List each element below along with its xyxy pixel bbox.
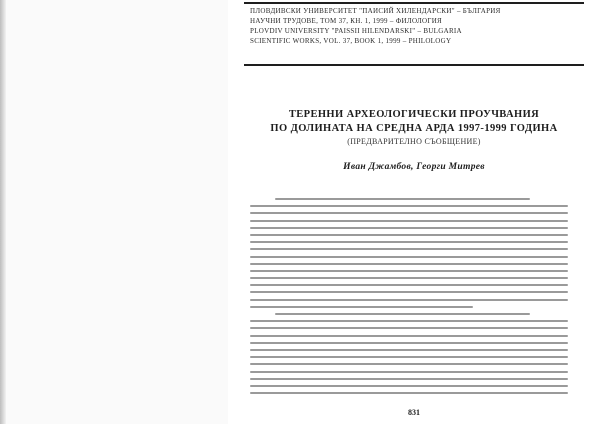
header-line-3: PLOVDIV UNIVERSITY "PAISSII HILENDARSKI" – BULGARIA bbox=[250, 27, 462, 35]
body-text-line bbox=[250, 342, 568, 344]
body-text-line bbox=[275, 198, 529, 200]
journal-page bbox=[228, 0, 600, 424]
header-line-2: НАУЧНИ ТРУДОВЕ, ТОМ 37, КН. 1, 1999 – ФИЛОЛОГИЯ bbox=[250, 17, 443, 25]
header-bottom-rule bbox=[244, 64, 584, 66]
body-text-line bbox=[250, 220, 568, 222]
article-subtitle: (ПРЕДВАРИТЕЛНО СЪОБЩЕНИЕ) bbox=[347, 137, 481, 146]
body-text-line bbox=[250, 299, 568, 301]
body-text-line bbox=[250, 392, 568, 394]
journal-header bbox=[228, 0, 600, 75]
body-text-line bbox=[250, 256, 568, 258]
header-line-4: SCIENTIFIC WORKS, VOL. 37, BOOK 1, 1999 – PHILOLOGY bbox=[250, 37, 452, 45]
article-body-text bbox=[250, 198, 568, 399]
body-text-line bbox=[250, 291, 568, 293]
body-text-line bbox=[250, 349, 568, 351]
header-line-1: ПЛОВДИВСКИ УНИВЕРСИТЕТ "ПАИСИЙ ХИЛЕНДАРСКИ" – БЪЛГАРИЯ bbox=[250, 7, 501, 15]
body-text-line bbox=[250, 284, 568, 286]
body-text-line bbox=[250, 212, 568, 214]
body-text-line bbox=[250, 378, 568, 380]
body-text-line bbox=[250, 263, 568, 265]
body-text-line bbox=[275, 313, 529, 315]
body-text-line bbox=[250, 277, 568, 279]
book-gutter-edge bbox=[0, 0, 6, 424]
body-text-line bbox=[250, 335, 568, 337]
body-text-line bbox=[250, 270, 568, 272]
body-text-line bbox=[250, 248, 568, 250]
body-text-line bbox=[250, 327, 568, 329]
body-text-line bbox=[250, 385, 568, 387]
page-number: 831 bbox=[408, 408, 420, 417]
body-text-line bbox=[250, 227, 568, 229]
article-title-line-1: ТЕРЕННИ АРХЕОЛОГИЧЕСКИ ПРОУЧВАНИЯ bbox=[288, 109, 540, 120]
header-top-rule bbox=[244, 2, 584, 4]
body-text-line bbox=[250, 356, 568, 358]
article-title-block bbox=[228, 108, 600, 147]
article-title-line-2: ПО ДОЛИНАТА НА СРЕДНА АРДА 1997-1999 ГОДИНА bbox=[270, 123, 558, 134]
body-text-line bbox=[250, 234, 568, 236]
article-authors: Иван Джамбов, Георги Митрев bbox=[343, 162, 485, 172]
body-text-line bbox=[250, 363, 568, 365]
body-text-line bbox=[250, 241, 568, 243]
body-text-line bbox=[250, 306, 473, 308]
body-text-line bbox=[250, 320, 568, 322]
body-text-line bbox=[250, 371, 568, 373]
body-text-line bbox=[250, 205, 568, 207]
